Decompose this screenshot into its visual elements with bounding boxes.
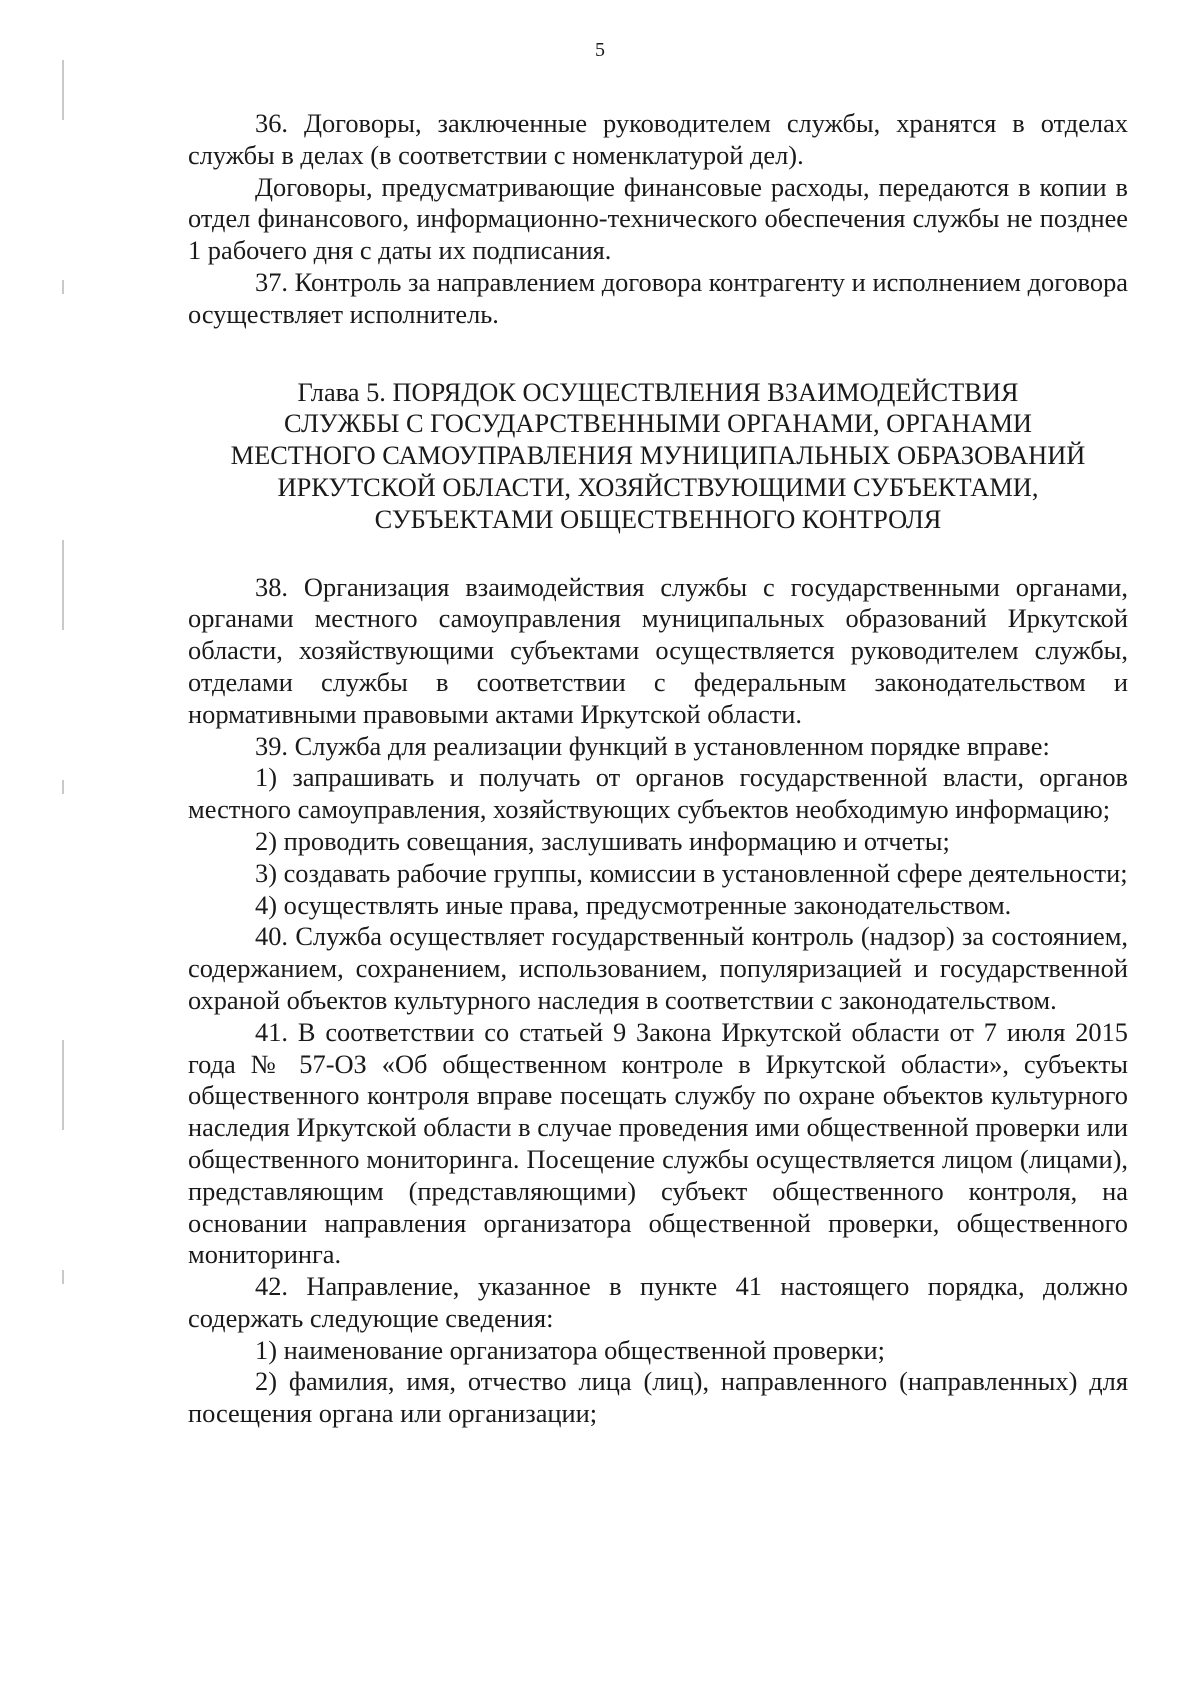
chapter-heading-line: МЕСТНОГО САМОУПРАВЛЕНИЯ МУНИЦИПАЛЬНЫХ ОБРАЗОВАНИЙ: [230, 440, 1086, 471]
paragraph-38: 38. Организация взаимодействия службы с государственными органами, органами местного самоуправления муниципальных образований Иркутской области, хозяйствующими субъектами осуществляется руководителем службы, отделами службы в соответствии с федеральным законодательством и нормативными правовыми актами Иркутской области.: [188, 571, 1128, 729]
paragraph-39-item-1: 1) запрашивать и получать от органов государственной власти, органов местного самоуправления, хозяйствующих субъектов необходимую информацию;: [188, 762, 1128, 825]
scan-artifact: [62, 60, 64, 120]
page-number: 5: [595, 39, 605, 61]
paragraph-39-item-2: 2) проводить совещания, заслушивать информацию и отчеты;: [255, 825, 950, 856]
paragraph-36-contracts: Договоры, предусматривающие финансовые расходы, передаются в копии в отдел финансового, информационно-технического обеспечения службы не позднее 1 рабочего дня с даты их подписания.: [188, 171, 1128, 266]
paragraph-40: 40. Служба осуществляет государственный контроль (надзор) за состоянием, содержанием, сохранением, использованием, популяризацией и государственной охраной объектов культурного наследия в соответствии с законодательством.: [188, 921, 1128, 1015]
chapter-heading-line: СУБЪЕКТАМИ ОБЩЕСТВЕННОГО КОНТРОЛЯ: [374, 503, 942, 534]
paragraph-42: 42. Направление, указанное в пункте 41 настоящего порядка, должно содержать следующие сведения:: [188, 1271, 1128, 1333]
paragraph-42-item-1: 1) наименование организатора общественной проверки;: [255, 1334, 885, 1365]
scan-artifact: [62, 1270, 64, 1284]
scan-artifact: [62, 780, 64, 794]
paragraph-37: 37. Контроль за направлением договора контрагенту и исполнением договора осуществляет исполнитель.: [188, 266, 1128, 329]
paragraph-39-item-4: 4) осуществлять иные права, предусмотренные законодательством.: [255, 889, 1012, 920]
scan-artifact: [62, 1040, 64, 1130]
document-body: [188, 108, 1128, 1430]
paragraph-41: 41. В соответствии со статьей 9 Закона Иркутской области от 7 июля 2015 года № 57-ОЗ «Об общественном контроле в Иркутской области», субъекты общественного контроля вправе посещать службу по охране объектов культурного наследия Иркутской области в случае проведения ими общественной проверки или общественного мониторинга. Посещение службы осуществляется лицом (лицами), представляющим (представляющими) субъект общественного контроля, на основании направления организатора общественной проверки, общественного мониторинга.: [188, 1016, 1128, 1270]
paragraph-39-item-3: 3) создавать рабочие группы, комиссии в установленной сфере деятельности;: [255, 857, 1128, 888]
chapter-heading-line: ИРКУТСКОЙ ОБЛАСТИ, ХОЗЯЙСТВУЮЩИМИ СУБЪЕКТАМИ,: [277, 471, 1039, 502]
chapter-heading-line: Глава 5. ПОРЯДОК ОСУЩЕСТВЛЕНИЯ ВЗАИМОДЕЙСТВИЯ: [297, 376, 1019, 407]
scan-artifact: [62, 280, 64, 294]
chapter-heading: [188, 377, 1128, 536]
paragraph-36: 36. Договоры, заключенные руководителем службы, хранятся в отделах службы в делах (в соответствии с номенклатурой дел).: [188, 108, 1128, 170]
chapter-heading-line: СЛУЖБЫ С ГОСУДАРСТВЕННЫМИ ОРГАНАМИ, ОРГАНАМИ: [284, 408, 1032, 439]
paragraph-39: 39. Служба для реализации функций в установленном порядке вправе:: [255, 730, 1050, 761]
scan-artifact: [62, 540, 64, 630]
paragraph-42-item-2: 2) фамилия, имя, отчество лица (лиц), направленного (направленных) для посещения органа или организации;: [188, 1366, 1128, 1429]
